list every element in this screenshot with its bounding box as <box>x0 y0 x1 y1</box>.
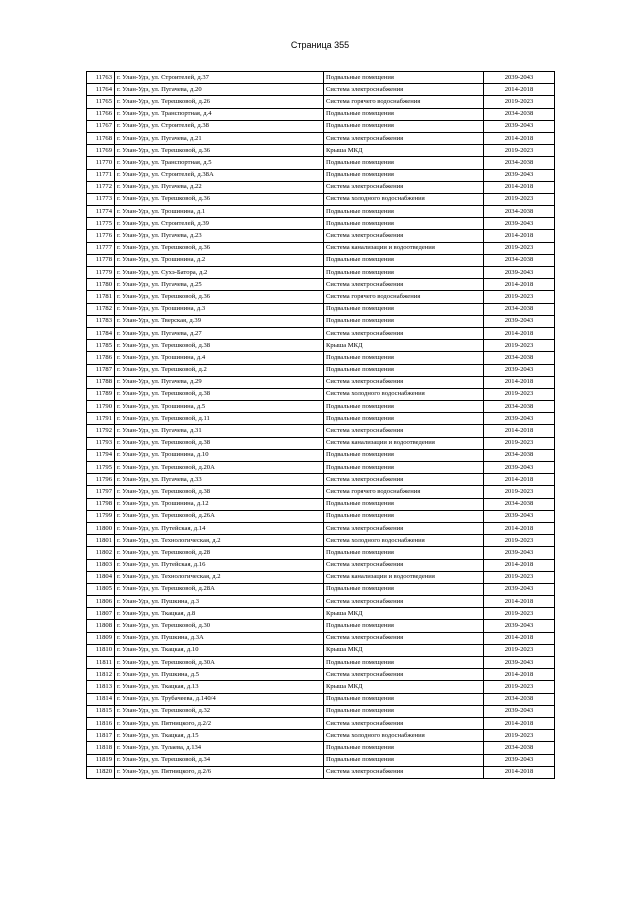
work-type-cell: Система горячего водоснабжения <box>324 291 484 303</box>
row-number-cell: 11796 <box>87 474 115 486</box>
period-cell: 2014-2018 <box>484 181 555 193</box>
row-number-cell: 11792 <box>87 425 115 437</box>
work-type-cell: Система холодного водоснабжения <box>324 730 484 742</box>
work-type-cell: Подвальные помещения <box>324 401 484 413</box>
table-row <box>87 559 555 571</box>
work-type-cell: Подвальные помещения <box>324 72 484 84</box>
row-number-cell: 11789 <box>87 388 115 400</box>
table-row <box>87 522 555 534</box>
address-cell: г. Улан-Удэ, ул. Пугачева, д.29 <box>115 376 324 388</box>
address-cell: г. Улан-Удэ, ул. Трошинина, д.3 <box>115 303 324 315</box>
row-number-cell: 11780 <box>87 279 115 291</box>
row-number-cell: 11811 <box>87 657 115 669</box>
row-number-cell: 11820 <box>87 766 115 778</box>
address-cell: г. Улан-Удэ, ул. Технологическая, д.2 <box>115 571 324 583</box>
table-row <box>87 681 555 693</box>
row-number-cell: 11769 <box>87 145 115 157</box>
work-type-cell: Система канализации и водоотведения <box>324 571 484 583</box>
work-type-cell: Подвальные помещения <box>324 108 484 120</box>
address-cell: г. Улан-Удэ, ул. Трошинина, д.5 <box>115 401 324 413</box>
period-cell: 2034-2038 <box>484 254 555 266</box>
table-row <box>87 486 555 498</box>
work-type-cell: Подвальные помещения <box>324 169 484 181</box>
row-number-cell: 11815 <box>87 705 115 717</box>
work-type-cell: Подвальные помещения <box>324 267 484 279</box>
row-number-cell: 11776 <box>87 230 115 242</box>
period-cell: 2039-2043 <box>484 510 555 522</box>
table-row <box>87 376 555 388</box>
table-row <box>87 717 555 729</box>
work-type-cell: Подвальные помещения <box>324 462 484 474</box>
table-row <box>87 96 555 108</box>
table-row <box>87 364 555 376</box>
period-cell: 2034-2038 <box>484 449 555 461</box>
work-type-cell: Система горячего водоснабжения <box>324 486 484 498</box>
row-number-cell: 11807 <box>87 608 115 620</box>
address-cell: г. Улан-Удэ, ул. Терешковой, д.36 <box>115 242 324 254</box>
row-number-cell: 11795 <box>87 462 115 474</box>
table-row <box>87 644 555 656</box>
address-cell: г. Улан-Удэ, ул. Пугачева, д.21 <box>115 132 324 144</box>
table-row <box>87 705 555 717</box>
period-cell: 2014-2018 <box>484 279 555 291</box>
table-row <box>87 498 555 510</box>
table-row <box>87 608 555 620</box>
address-cell: г. Улан-Удэ, ул. Терешковой, д.32 <box>115 705 324 717</box>
table-row <box>87 230 555 242</box>
period-cell: 2014-2018 <box>484 596 555 608</box>
period-cell: 2014-2018 <box>484 230 555 242</box>
address-cell: г. Улан-Удэ, ул. Пугачева, д.27 <box>115 327 324 339</box>
row-number-cell: 11778 <box>87 254 115 266</box>
work-type-cell: Подвальные помещения <box>324 413 484 425</box>
address-cell: г. Улан-Удэ, ул. Строителей, д.38А <box>115 169 324 181</box>
table-row <box>87 193 555 205</box>
address-cell: г. Улан-Удэ, ул. Технологическая, д.2 <box>115 535 324 547</box>
period-cell: 2019-2023 <box>484 644 555 656</box>
address-cell: г. Улан-Удэ, ул. Путейская, д.16 <box>115 559 324 571</box>
row-number-cell: 11770 <box>87 157 115 169</box>
work-type-cell: Система электроснабжения <box>324 669 484 681</box>
address-cell: г. Улан-Удэ, ул. Ткацкая, д.13 <box>115 681 324 693</box>
row-number-cell: 11772 <box>87 181 115 193</box>
address-cell: г. Улан-Удэ, ул. Терешковой, д.26 <box>115 96 324 108</box>
work-type-cell: Подвальные помещения <box>324 547 484 559</box>
address-cell: г. Улан-Удэ, ул. Ткацкая, д.10 <box>115 644 324 656</box>
period-cell: 2014-2018 <box>484 717 555 729</box>
table-row <box>87 108 555 120</box>
table-row <box>87 449 555 461</box>
work-type-cell: Система холодного водоснабжения <box>324 388 484 400</box>
table-row <box>87 425 555 437</box>
period-cell: 2014-2018 <box>484 766 555 778</box>
address-cell: г. Улан-Удэ, ул. Пятницкого, д.2/2 <box>115 717 324 729</box>
row-number-cell: 11799 <box>87 510 115 522</box>
period-cell: 2014-2018 <box>484 632 555 644</box>
address-cell: г. Улан-Удэ, ул. Трошинина, д.2 <box>115 254 324 266</box>
row-number-cell: 11798 <box>87 498 115 510</box>
period-cell: 2014-2018 <box>484 132 555 144</box>
table-row <box>87 84 555 96</box>
period-cell: 2019-2023 <box>484 730 555 742</box>
table-row <box>87 693 555 705</box>
work-type-cell: Система канализации и водоотведения <box>324 437 484 449</box>
row-number-cell: 11806 <box>87 596 115 608</box>
table-row <box>87 766 555 778</box>
address-cell: г. Улан-Удэ, ул. Трубачеева, д.140/4 <box>115 693 324 705</box>
address-cell: г. Улан-Удэ, ул. Пушкина, д.3А <box>115 632 324 644</box>
address-cell: г. Улан-Удэ, ул. Пугачева, д.25 <box>115 279 324 291</box>
period-cell: 2034-2038 <box>484 206 555 218</box>
address-cell: г. Улан-Удэ, ул. Пушкина, д.3 <box>115 596 324 608</box>
address-cell: г. Улан-Удэ, ул. Терешковой, д.20А <box>115 462 324 474</box>
work-type-cell: Крыша МКД <box>324 340 484 352</box>
address-cell: г. Улан-Удэ, ул. Ткацкая, д.8 <box>115 608 324 620</box>
row-number-cell: 11802 <box>87 547 115 559</box>
table-row <box>87 535 555 547</box>
period-cell: 2014-2018 <box>484 376 555 388</box>
row-number-cell: 11794 <box>87 449 115 461</box>
work-type-cell: Система горячего водоснабжения <box>324 96 484 108</box>
address-cell: г. Улан-Удэ, ул. Транспортная, д.4 <box>115 108 324 120</box>
period-cell: 2019-2023 <box>484 340 555 352</box>
period-cell: 2034-2038 <box>484 401 555 413</box>
address-cell: г. Улан-Удэ, ул. Строителей, д.37 <box>115 72 324 84</box>
address-cell: г. Улан-Удэ, ул. Терешковой, д.2 <box>115 364 324 376</box>
address-cell: г. Улан-Удэ, ул. Терешковой, д.34 <box>115 754 324 766</box>
row-number-cell: 11775 <box>87 218 115 230</box>
work-type-cell: Система электроснабжения <box>324 766 484 778</box>
address-cell: г. Улан-Удэ, ул. Терешковой, д.26А <box>115 510 324 522</box>
row-number-cell: 11779 <box>87 267 115 279</box>
period-cell: 2019-2023 <box>484 486 555 498</box>
work-type-cell: Система электроснабжения <box>324 632 484 644</box>
table-row <box>87 401 555 413</box>
table-row <box>87 120 555 132</box>
address-cell: г. Улан-Удэ, ул. Транспортная, д.5 <box>115 157 324 169</box>
period-cell: 2039-2043 <box>484 72 555 84</box>
period-cell: 2039-2043 <box>484 218 555 230</box>
table-row <box>87 657 555 669</box>
period-cell: 2039-2043 <box>484 120 555 132</box>
work-type-cell: Подвальные помещения <box>324 742 484 754</box>
table-row <box>87 510 555 522</box>
table-row <box>87 352 555 364</box>
row-number-cell: 11791 <box>87 413 115 425</box>
period-cell: 2019-2023 <box>484 291 555 303</box>
row-number-cell: 11805 <box>87 583 115 595</box>
table-row <box>87 267 555 279</box>
address-cell: г. Улан-Удэ, ул. Пугачева, д.33 <box>115 474 324 486</box>
work-type-cell: Система электроснабжения <box>324 596 484 608</box>
table-row <box>87 388 555 400</box>
row-number-cell: 11787 <box>87 364 115 376</box>
period-cell: 2019-2023 <box>484 681 555 693</box>
address-cell: г. Улан-Удэ, ул. Тулаева, д.134 <box>115 742 324 754</box>
period-cell: 2014-2018 <box>484 425 555 437</box>
table-row <box>87 291 555 303</box>
row-number-cell: 11771 <box>87 169 115 181</box>
table-row <box>87 132 555 144</box>
period-cell: 2034-2038 <box>484 303 555 315</box>
row-number-cell: 11817 <box>87 730 115 742</box>
row-number-cell: 11812 <box>87 669 115 681</box>
row-number-cell: 11786 <box>87 352 115 364</box>
period-cell: 2039-2043 <box>484 462 555 474</box>
table-row <box>87 620 555 632</box>
table-row <box>87 742 555 754</box>
period-cell: 2034-2038 <box>484 157 555 169</box>
row-number-cell: 11808 <box>87 620 115 632</box>
table-row <box>87 254 555 266</box>
table-row <box>87 72 555 84</box>
period-cell: 2014-2018 <box>484 84 555 96</box>
period-cell: 2039-2043 <box>484 267 555 279</box>
work-type-cell: Система электроснабжения <box>324 474 484 486</box>
work-type-cell: Подвальные помещения <box>324 705 484 717</box>
row-number-cell: 11766 <box>87 108 115 120</box>
work-type-cell: Система канализации и водоотведения <box>324 242 484 254</box>
work-type-cell: Система электроснабжения <box>324 327 484 339</box>
work-type-cell: Система электроснабжения <box>324 425 484 437</box>
table-row <box>87 206 555 218</box>
table-row <box>87 474 555 486</box>
row-number-cell: 11773 <box>87 193 115 205</box>
row-number-cell: 11764 <box>87 84 115 96</box>
address-cell: г. Улан-Удэ, ул. Строителей, д.38 <box>115 120 324 132</box>
period-cell: 2039-2043 <box>484 364 555 376</box>
address-cell: г. Улан-Удэ, ул. Терешковой, д.38 <box>115 388 324 400</box>
period-cell: 2034-2038 <box>484 108 555 120</box>
row-number-cell: 11785 <box>87 340 115 352</box>
period-cell: 2034-2038 <box>484 742 555 754</box>
period-cell: 2019-2023 <box>484 535 555 547</box>
table-row <box>87 327 555 339</box>
work-type-cell: Подвальные помещения <box>324 364 484 376</box>
row-number-cell: 11819 <box>87 754 115 766</box>
period-cell: 2019-2023 <box>484 96 555 108</box>
table-row <box>87 181 555 193</box>
registry-table-body <box>87 72 555 779</box>
row-number-cell: 11800 <box>87 522 115 534</box>
address-cell: г. Улан-Удэ, ул. Пугачева, д.23 <box>115 230 324 242</box>
address-cell: г. Улан-Удэ, ул. Пугачева, д.20 <box>115 84 324 96</box>
table-row <box>87 315 555 327</box>
period-cell: 2034-2038 <box>484 498 555 510</box>
work-type-cell: Подвальные помещения <box>324 206 484 218</box>
period-cell: 2034-2038 <box>484 352 555 364</box>
work-type-cell: Подвальные помещения <box>324 120 484 132</box>
table-row <box>87 632 555 644</box>
period-cell: 2039-2043 <box>484 620 555 632</box>
period-cell: 2039-2043 <box>484 315 555 327</box>
work-type-cell: Система электроснабжения <box>324 717 484 729</box>
address-cell: г. Улан-Удэ, ул. Терешковой, д.36 <box>115 291 324 303</box>
work-type-cell: Крыша МКД <box>324 681 484 693</box>
address-cell: г. Улан-Удэ, ул. Терешковой, д.36 <box>115 145 324 157</box>
address-cell: г. Улан-Удэ, ул. Пушкина, д.5 <box>115 669 324 681</box>
period-cell: 2014-2018 <box>484 327 555 339</box>
work-type-cell: Подвальные помещения <box>324 352 484 364</box>
row-number-cell: 11790 <box>87 401 115 413</box>
work-type-cell: Крыша МКД <box>324 145 484 157</box>
work-type-cell: Крыша МКД <box>324 608 484 620</box>
address-cell: г. Улан-Удэ, ул. Трошинина, д.1 <box>115 206 324 218</box>
address-cell: г. Улан-Удэ, ул. Трошинина, д.4 <box>115 352 324 364</box>
table-row <box>87 730 555 742</box>
work-type-cell: Крыша МКД <box>324 644 484 656</box>
table-row <box>87 242 555 254</box>
work-type-cell: Подвальные помещения <box>324 449 484 461</box>
table-row <box>87 145 555 157</box>
row-number-cell: 11783 <box>87 315 115 327</box>
address-cell: г. Улан-Удэ, ул. Путейская, д.14 <box>115 522 324 534</box>
work-type-cell: Подвальные помещения <box>324 315 484 327</box>
row-number-cell: 11774 <box>87 206 115 218</box>
work-type-cell: Подвальные помещения <box>324 620 484 632</box>
row-number-cell: 11777 <box>87 242 115 254</box>
period-cell: 2039-2043 <box>484 413 555 425</box>
row-number-cell: 11763 <box>87 72 115 84</box>
period-cell: 2019-2023 <box>484 145 555 157</box>
row-number-cell: 11768 <box>87 132 115 144</box>
address-cell: г. Улан-Удэ, ул. Ткацкая, д.15 <box>115 730 324 742</box>
work-type-cell: Система электроснабжения <box>324 132 484 144</box>
period-cell: 2019-2023 <box>484 193 555 205</box>
address-cell: г. Улан-Удэ, ул. Терешковой, д.11 <box>115 413 324 425</box>
work-type-cell: Подвальные помещения <box>324 218 484 230</box>
period-cell: 2019-2023 <box>484 242 555 254</box>
table-row <box>87 157 555 169</box>
row-number-cell: 11782 <box>87 303 115 315</box>
row-number-cell: 11781 <box>87 291 115 303</box>
period-cell: 2014-2018 <box>484 559 555 571</box>
row-number-cell: 11765 <box>87 96 115 108</box>
address-cell: г. Улан-Удэ, ул. Терешковой, д.28А <box>115 583 324 595</box>
address-cell: г. Улан-Удэ, ул. Терешковой, д.28 <box>115 547 324 559</box>
row-number-cell: 11801 <box>87 535 115 547</box>
work-type-cell: Система электроснабжения <box>324 279 484 291</box>
address-cell: г. Улан-Удэ, ул. Трошинина, д.12 <box>115 498 324 510</box>
period-cell: 2039-2043 <box>484 705 555 717</box>
row-number-cell: 11818 <box>87 742 115 754</box>
work-type-cell: Система электроснабжения <box>324 559 484 571</box>
table-row <box>87 547 555 559</box>
period-cell: 2014-2018 <box>484 474 555 486</box>
address-cell: г. Улан-Удэ, ул. Терешковой, д.30 <box>115 620 324 632</box>
work-type-cell: Подвальные помещения <box>324 693 484 705</box>
row-number-cell: 11793 <box>87 437 115 449</box>
work-type-cell: Система электроснабжения <box>324 84 484 96</box>
period-cell: 2039-2043 <box>484 169 555 181</box>
period-cell: 2039-2043 <box>484 754 555 766</box>
row-number-cell: 11814 <box>87 693 115 705</box>
row-number-cell: 11767 <box>87 120 115 132</box>
table-row <box>87 303 555 315</box>
work-type-cell: Подвальные помещения <box>324 657 484 669</box>
period-cell: 2019-2023 <box>484 437 555 449</box>
row-number-cell: 11788 <box>87 376 115 388</box>
work-type-cell: Система электроснабжения <box>324 230 484 242</box>
table-row <box>87 583 555 595</box>
row-number-cell: 11809 <box>87 632 115 644</box>
address-cell: г. Улан-Удэ, ул. Терешковой, д.30А <box>115 657 324 669</box>
period-cell: 2019-2023 <box>484 571 555 583</box>
row-number-cell: 11804 <box>87 571 115 583</box>
table-row <box>87 437 555 449</box>
period-cell: 2019-2023 <box>484 388 555 400</box>
period-cell: 2014-2018 <box>484 669 555 681</box>
address-cell: г. Улан-Удэ, ул. Терешковой, д.38 <box>115 486 324 498</box>
work-type-cell: Система холодного водоснабжения <box>324 193 484 205</box>
address-cell: г. Улан-Удэ, ул. Пятницкого, д.2/6 <box>115 766 324 778</box>
work-type-cell: Подвальные помещения <box>324 157 484 169</box>
address-cell: г. Улан-Удэ, ул. Тверская, д.39 <box>115 315 324 327</box>
table-row <box>87 169 555 181</box>
period-cell: 2039-2043 <box>484 657 555 669</box>
address-cell: г. Улан-Удэ, ул. Трошинина, д.10 <box>115 449 324 461</box>
table-row <box>87 571 555 583</box>
row-number-cell: 11816 <box>87 717 115 729</box>
registry-table <box>86 71 555 779</box>
work-type-cell: Подвальные помещения <box>324 303 484 315</box>
work-type-cell: Система электроснабжения <box>324 522 484 534</box>
address-cell: г. Улан-Удэ, ул. Сухэ-Батора, д.2 <box>115 267 324 279</box>
table-row <box>87 754 555 766</box>
table-row <box>87 413 555 425</box>
address-cell: г. Улан-Удэ, ул. Строителей, д.39 <box>115 218 324 230</box>
address-cell: г. Улан-Удэ, ул. Терешковой, д.36 <box>115 193 324 205</box>
work-type-cell: Система холодного водоснабжения <box>324 535 484 547</box>
table-row <box>87 340 555 352</box>
work-type-cell: Подвальные помещения <box>324 583 484 595</box>
period-cell: 2039-2043 <box>484 583 555 595</box>
address-cell: г. Улан-Удэ, ул. Терешковой, д.38 <box>115 340 324 352</box>
address-cell: г. Улан-Удэ, ул. Пугачева, д.22 <box>115 181 324 193</box>
row-number-cell: 11803 <box>87 559 115 571</box>
work-type-cell: Подвальные помещения <box>324 510 484 522</box>
table-row <box>87 462 555 474</box>
period-cell: 2014-2018 <box>484 522 555 534</box>
row-number-cell: 11813 <box>87 681 115 693</box>
page-number-header: Страница 355 <box>290 40 350 50</box>
work-type-cell: Подвальные помещения <box>324 498 484 510</box>
work-type-cell: Подвальные помещения <box>324 254 484 266</box>
row-number-cell: 11797 <box>87 486 115 498</box>
table-row <box>87 218 555 230</box>
address-cell: г. Улан-Удэ, ул. Терешковой, д.38 <box>115 437 324 449</box>
table-row <box>87 669 555 681</box>
period-cell: 2019-2023 <box>484 608 555 620</box>
work-type-cell: Система электроснабжения <box>324 376 484 388</box>
table-row <box>87 279 555 291</box>
period-cell: 2034-2038 <box>484 693 555 705</box>
work-type-cell: Система электроснабжения <box>324 181 484 193</box>
work-type-cell: Подвальные помещения <box>324 754 484 766</box>
table-row <box>87 596 555 608</box>
period-cell: 2039-2043 <box>484 547 555 559</box>
address-cell: г. Улан-Удэ, ул. Пугачева, д.31 <box>115 425 324 437</box>
row-number-cell: 11810 <box>87 644 115 656</box>
row-number-cell: 11784 <box>87 327 115 339</box>
